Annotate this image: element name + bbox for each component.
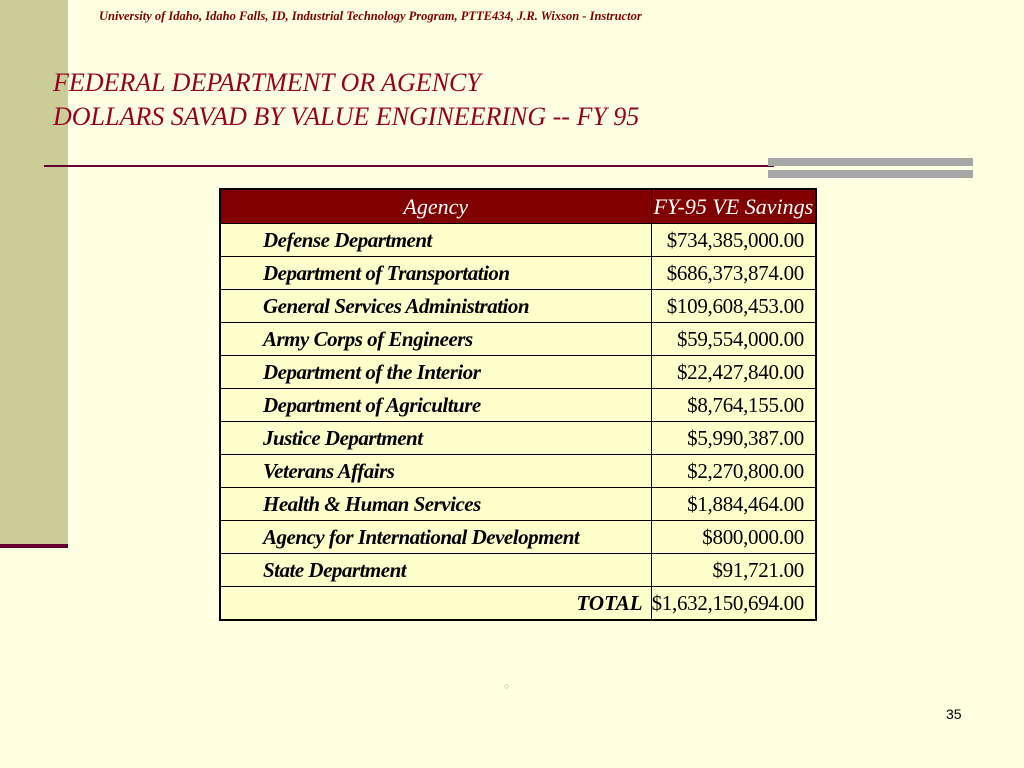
table-row <box>220 455 816 488</box>
course-credit-line: University of Idaho, Idaho Falls, ID, Industrial Technology Program, PTTE434, J.R. Wixson - Instructor <box>99 9 642 23</box>
agency-cell: Army Corps of Engineers <box>220 323 651 356</box>
table-row <box>220 257 816 290</box>
table-row <box>220 323 816 356</box>
savings-cell: $59,554,000.00 <box>651 323 816 356</box>
center-marker: ○ <box>504 681 510 691</box>
column-header-savings: FY-95 VE Savings <box>651 189 816 224</box>
title-divider <box>44 165 774 167</box>
savings-cell: $8,764,155.00 <box>651 389 816 422</box>
decorative-grey-bar-bottom <box>768 170 973 178</box>
savings-cell: $734,385,000.00 <box>651 224 816 257</box>
table-row <box>220 224 816 257</box>
agency-cell: Department of Transportation <box>220 257 651 290</box>
savings-cell: $5,990,387.00 <box>651 422 816 455</box>
table-row <box>220 554 816 587</box>
agency-cell: Department of the Interior <box>220 356 651 389</box>
savings-cell: $91,721.00 <box>651 554 816 587</box>
savings-cell: $2,270,800.00 <box>651 455 816 488</box>
total-label: TOTAL <box>220 587 651 621</box>
savings-cell: $109,608,453.00 <box>651 290 816 323</box>
table-header-row <box>220 189 816 224</box>
table-row <box>220 389 816 422</box>
column-header-agency: Agency <box>220 189 651 224</box>
agency-cell: Defense Department <box>220 224 651 257</box>
slide-title-line-2: DOLLARS SAVAD BY VALUE ENGINEERING -- FY 95 <box>53 102 640 131</box>
page-number: 35 <box>946 706 962 722</box>
table-row <box>220 290 816 323</box>
agency-cell: Health & Human Services <box>220 488 651 521</box>
agency-cell: State Department <box>220 554 651 587</box>
total-value: $1,632,150,694.00 <box>651 587 816 621</box>
slide-title <box>53 66 639 134</box>
table-row <box>220 488 816 521</box>
agency-cell: Department of Agriculture <box>220 389 651 422</box>
agency-cell: Agency for International Development <box>220 521 651 554</box>
agency-cell: Justice Department <box>220 422 651 455</box>
decorative-grey-bar-top <box>768 158 973 166</box>
left-accent-rule <box>0 544 68 548</box>
savings-cell: $22,427,840.00 <box>651 356 816 389</box>
ve-savings-table <box>219 188 817 621</box>
savings-cell: $800,000.00 <box>651 521 816 554</box>
savings-cell: $1,884,464.00 <box>651 488 816 521</box>
table-row <box>220 521 816 554</box>
agency-cell: Veterans Affairs <box>220 455 651 488</box>
table-row <box>220 356 816 389</box>
slide-title-line-1: FEDERAL DEPARTMENT OR AGENCY <box>53 68 481 97</box>
savings-cell: $686,373,874.00 <box>651 257 816 290</box>
agency-cell: General Services Administration <box>220 290 651 323</box>
table-row <box>220 422 816 455</box>
total-row <box>220 587 816 621</box>
